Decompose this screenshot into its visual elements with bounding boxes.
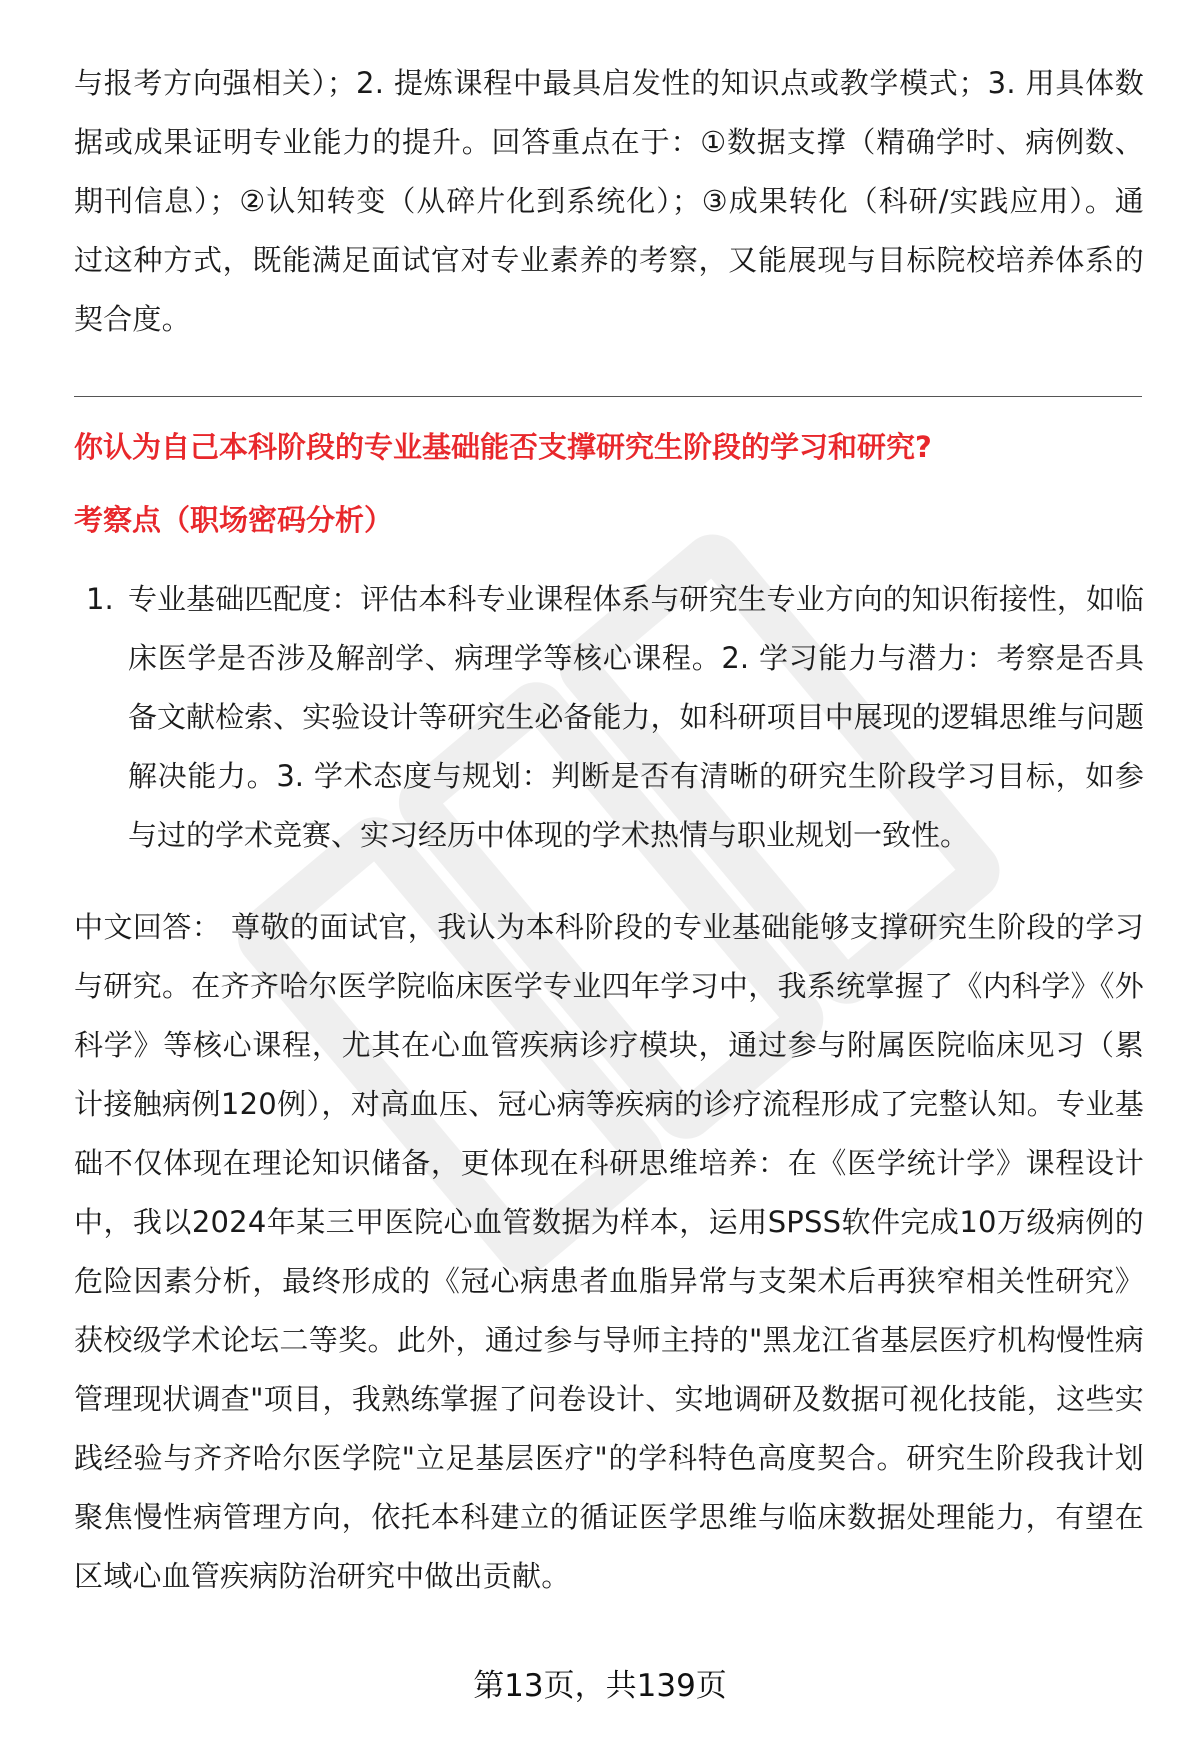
list-item-number: 1.	[86, 582, 114, 616]
list-item	[74, 570, 1144, 865]
answer-paragraph: 中文回答： 尊敬的面试官，我认为本科阶段的专业基础能够支撑研究生阶段的学习与研究。在齐齐哈尔医学院临床医学专业四年学习中，我系统掌握了《内科学》《外科学》等核心课程，尤其在心血管疾病诊疗模块，通过参与附属医院临床见习（累计接触病例120例），对高血压、冠心病等疾病的诊疗流程形成了完整认知。专业基础不仅体现在理论知识储备，更体现在科研思维培养：在《医学统计学》课程设计中，我以2024年某三甲医院心血管数据为样本，运用SPSS软件完成10万级病例的危险因素分析，最终形成的《冠心病患者血脂异常与支架术后再狭窄相关性研究》获校级学术论坛二等奖。此外，通过参与导师主持的"黑龙江省基层医疗机构慢性病管理现状调查"项目，我熟练掌握了问卷设计、实地调研及数据可视化技能，这些实践经验与齐齐哈尔医学院"立足基层医疗"的学科特色高度契合。研究生阶段我计划聚焦慢性病管理方向，依托本科建立的循证医学思维与临床数据处理能力，有望在区域心血管疾病防治研究中做出贡献。	[74, 910, 1144, 1593]
intro-paragraph: 与报考方向强相关）；2. 提炼课程中最具启发性的知识点或教学模式；3. 用具体数据或成果证明专业能力的提升。回答重点在于：①数据支撑（精确学时、病例数、期刊信息）；②认知转变（从碎片化到系统化）；③成果转化（科研/实践应用）。通过这种方式，既能满足面试官对专业素养的考察，又能展现与目标院校培养体系的契合度。	[74, 66, 1144, 336]
question-title: 你认为自己本科阶段的专业基础能否支撑研究生阶段的学习和研究?	[74, 430, 932, 464]
assessment-points-heading: 考察点（职场密码分析）	[74, 503, 394, 537]
list-item-text: 专业基础匹配度：评估本科专业课程体系与研究生专业方向的知识衔接性，如临床医学是否涉及解剖学、病理学等核心课程。2. 学习能力与潜力：考察是否具备文献检索、实验设计等研究生必备能力，如科研项目中展现的逻辑思维与问题解决能力。3. 学术态度与规划：判断是否有清晰的研究生阶段学习目标，如参与过的学术竞赛、实习经历中体现的学术热情与职业规划一致性。	[128, 582, 1144, 852]
page-number: 第13页，共139页	[473, 1668, 727, 1704]
section-divider	[74, 396, 1142, 397]
intro-block	[74, 54, 1144, 349]
assessment-points-list	[74, 570, 1144, 865]
answer-block	[74, 898, 1144, 1606]
